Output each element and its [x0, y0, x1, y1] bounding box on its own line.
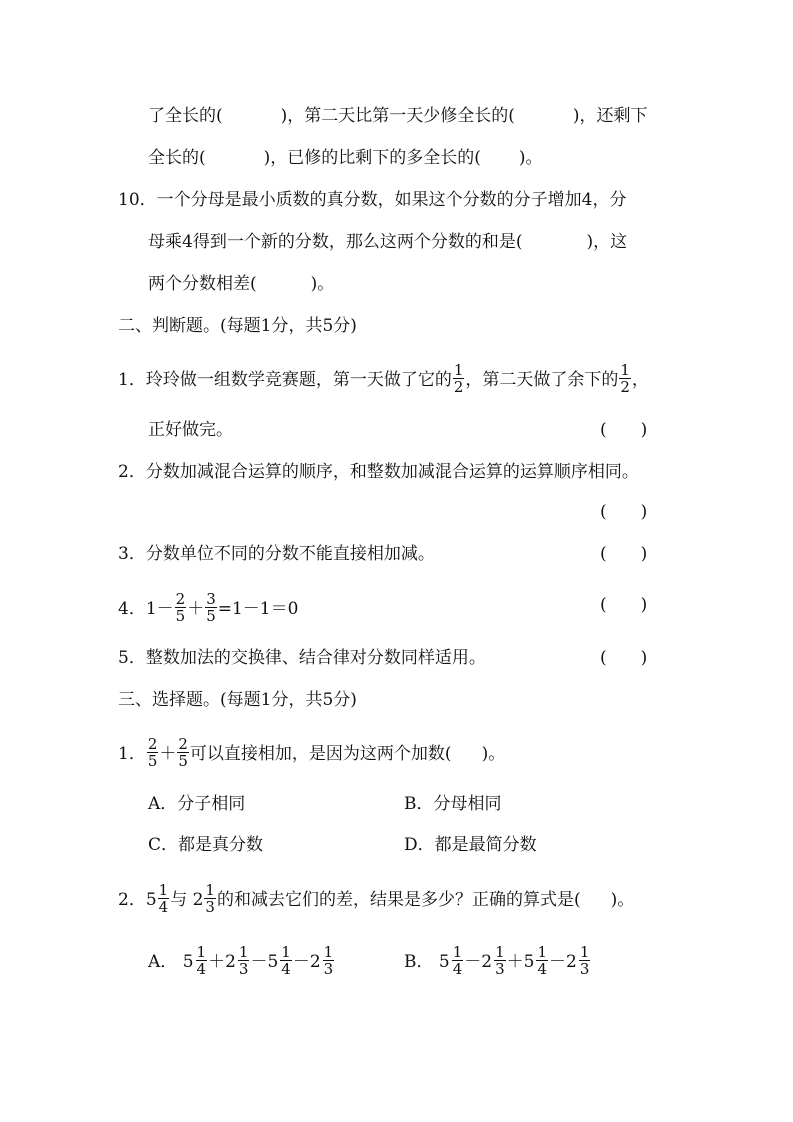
answer-paren-1[interactable]: ( ) — [600, 420, 648, 440]
option-c[interactable]: C．都是真分数 — [148, 835, 264, 855]
fraction — [323, 944, 335, 977]
option-b-expression[interactable]: B． 5 $\frac{1}{4}$ －2 $\frac{1}{3}$ ＋5 $\frac{1}{4}$ －2 $\frac{1}{3}$ — [404, 943, 590, 978]
operator: － — [250, 952, 268, 972]
q9-line-1: 了全长的( )，第二天比第一天少修全长的( )，还剩下 — [148, 106, 648, 126]
mc-question-1: 1． $\frac{2}{5}$ ＋ $\frac{2}{5}$ 可以直接相加，是因为这两个加数( )。 — [118, 735, 506, 770]
tf-question-4: 4．1－ $\frac{2}{5}$ ＋ $\frac{3}{5}$ =1－1＝0 — [118, 590, 299, 625]
denominator: 3 — [238, 960, 249, 978]
whole-number: 5 — [182, 952, 194, 972]
fraction: $\frac{2}{5}$ — [175, 590, 186, 625]
operator: － — [292, 952, 310, 972]
denominator: 3 — [495, 960, 505, 978]
numerator: 1 — [495, 943, 505, 961]
tf-question-1-line-2: 正好做完。 — [148, 420, 233, 440]
operator: － — [464, 952, 482, 972]
numerator: 1 — [196, 943, 207, 961]
tf-question-5: 5．整数加法的交换律、结合律对分数同样适用。 — [118, 648, 486, 668]
option-a[interactable]: A．分子相同 — [148, 794, 246, 814]
fraction — [280, 944, 292, 977]
numerator: 1 — [452, 943, 463, 961]
q10-line-3: 两个分数相差( )。 — [148, 274, 335, 294]
answer-paren-5[interactable]: ( ) — [600, 648, 648, 668]
fraction — [494, 944, 506, 977]
denominator: 3 — [323, 960, 334, 978]
q10-line-2: 母乘4得到一个新的分数，那么这两个分数的和是( )，这 — [148, 232, 628, 252]
fraction — [536, 944, 548, 977]
tf-question-1: 1．玲玲做一组数学竞赛题，第一天做了它的 $\frac{1}{2}$ ，第二天做了余下的 $\frac{1}{2}$ ， — [118, 361, 649, 396]
whole-number: 5 — [438, 952, 450, 972]
whole-number: 2 — [566, 952, 577, 972]
fraction — [452, 944, 464, 977]
numerator: 1 — [238, 943, 249, 961]
denominator: 4 — [196, 960, 207, 978]
fraction: $\frac{2}{5}$ — [178, 735, 188, 770]
section-2-heading: 二、判断题。(每题1分，共5分) — [118, 316, 357, 336]
answer-paren-3[interactable]: ( ) — [600, 544, 648, 564]
denominator: 4 — [537, 960, 548, 978]
fraction — [579, 944, 591, 977]
operator: ＋ — [208, 952, 226, 972]
fraction — [196, 944, 208, 977]
fraction: $\frac{3}{5}$ — [206, 590, 216, 625]
option-b[interactable]: B．分母相同 — [404, 794, 502, 814]
fraction: $\frac{1}{2}$ — [620, 361, 630, 396]
whole-number: 5 — [267, 952, 279, 972]
fraction — [238, 944, 250, 977]
whole-number: 2 — [309, 952, 321, 972]
fraction: $\frac{1}{2}$ — [453, 361, 464, 396]
numerator: 1 — [537, 943, 548, 961]
numerator: 1 — [579, 943, 590, 961]
fraction: $\frac{1}{4}$ — [158, 881, 169, 916]
q10-line-1: 10．一个分母是最小质数的真分数，如果这个分数的分子增加4，分 — [118, 190, 627, 210]
answer-paren-4[interactable]: ( ) — [600, 595, 648, 615]
whole-number: 5 — [523, 952, 535, 972]
denominator: 4 — [452, 960, 463, 978]
denominator: 3 — [579, 960, 590, 978]
denominator: 4 — [281, 960, 291, 978]
operator: － — [549, 952, 567, 972]
answer-paren-2[interactable]: ( ) — [600, 502, 648, 522]
mc-question-2: 2．5 $\frac{1}{4}$ 与 2 $\frac{1}{3}$ 的和减去它们的差，结果是多少？正确的算式是( )。 — [118, 881, 635, 916]
option-a-expression[interactable]: A． 5 $\frac{1}{4}$ ＋2 $\frac{1}{3}$ －5 $\frac{1}{4}$ －2 $\frac{1}{3}$ — [148, 943, 334, 978]
fraction: $\frac{2}{5}$ — [147, 735, 158, 770]
option-d[interactable]: D．都是最简分数 — [404, 835, 537, 855]
q9-line-2: 全长的( )，已修的比剩下的多全长的( )。 — [148, 148, 543, 168]
numerator: 1 — [281, 943, 291, 961]
section-3-heading: 三、选择题。(每题1分，共5分) — [118, 690, 357, 710]
whole-number: 2 — [481, 952, 493, 972]
tf-question-2: 2．分数加减混合运算的顺序，和整数加减混合运算的运算顺序相同。 — [118, 462, 639, 482]
operator: ＋ — [506, 952, 524, 972]
tf-question-3: 3．分数单位不同的分数不能直接相加减。 — [118, 544, 435, 564]
fraction: $\frac{1}{3}$ — [205, 881, 215, 916]
whole-number: 2 — [225, 952, 236, 972]
numerator: 1 — [323, 943, 334, 961]
